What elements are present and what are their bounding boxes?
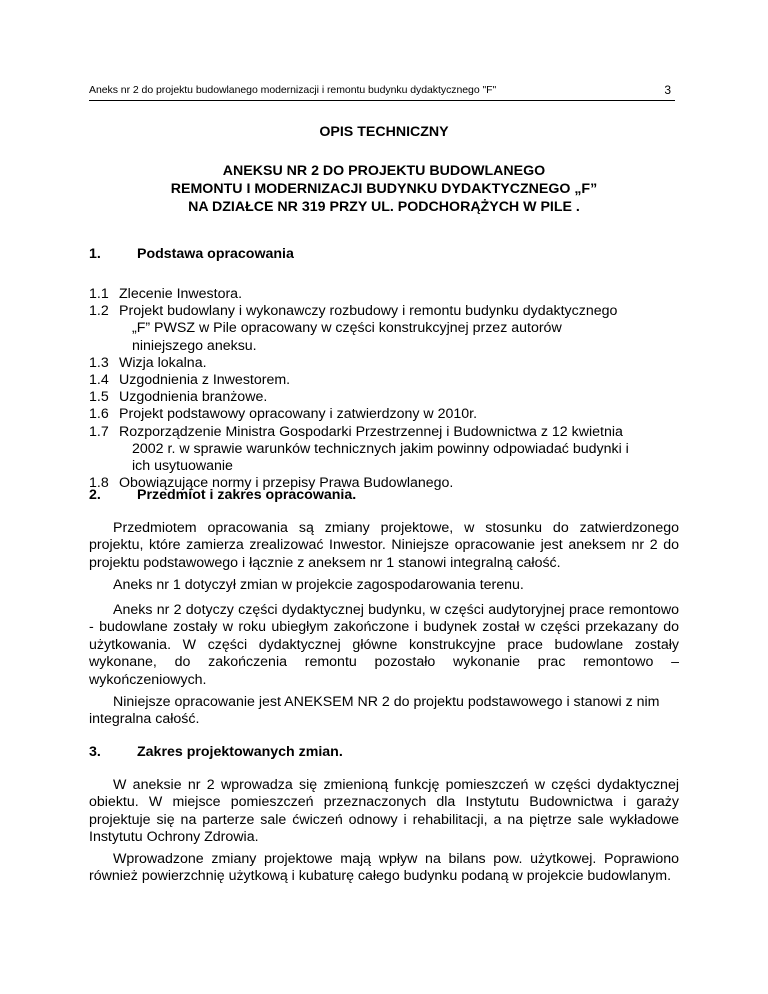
section-2-heading	[89, 487, 356, 503]
list-item: 1.3 Wizja lokalna.	[89, 354, 207, 371]
section-3-heading	[89, 744, 343, 760]
list-item: 1.8 Obowiązujące normy i przepisy Prawa Budowlanego.	[89, 475, 454, 492]
document-subtitle	[89, 162, 679, 216]
paragraph: Wprowadzone zmiany projektowe mają wpływ na bilans pow. użytkowej. Poprawiono również powierzchnię użytkową i kubaturę całego budynku podaną w projekcie budowlanym.	[89, 851, 679, 885]
list-item: 1.5 Uzgodnienia branżowe.	[89, 389, 268, 406]
list-item: 1.2 Projekt budowlany i wykonawczy rozbudowy i remontu budynku dydaktycznego „F” PWSZ w Pile opracowany w części konstrukcyjnej przez autorów niniejszego aneksu.	[89, 303, 618, 354]
section-1-heading	[89, 246, 294, 262]
section-3-number: 3.	[89, 744, 101, 760]
paragraph: Aneks nr 1 dotyczył zmian w projekcie zagospodarowania terenu.	[113, 577, 524, 593]
paragraph: Aneks nr 2 dotyczy części dydaktycznej budynku, w części audytoryjnej prace remontowo - budowlane zostały w roku ubiegłym zakończone i budynek został w części przekazany do użytkowania. W części dydaktycznej główne konstrukcyjne prace budowlane zostały wykonane, do zakończenia remontu pozostało wykonanie prac remontowo – wykończeniowych.	[89, 602, 679, 688]
basis-list	[89, 286, 679, 492]
subtitle-line-1: ANEKSU NR 2 DO PROJEKTU BUDOWLANEGO	[222, 163, 546, 179]
paragraph: Przedmiotem opracowania są zmiany projektowe, w stosunku do zatwierdzonego projektu, które zamierza zrealizować Inwestor. Niniejsze opracowanie jest aneksem nr 2 do projektu podstawowego i łącznie z aneksem nr 1 stanowi integralną całość.	[89, 520, 679, 571]
section-1-number: 1.	[89, 246, 101, 262]
paragraph: W aneksie nr 2 wprowadza się zmienioną funkcję pomieszczeń w części dydaktycznej obiektu. W miejsce pomieszczeń przeznaczonych dla Instytutu Budownictwa i garaży projektuje się na parterze sale ćwiczeń odnowy i rehabilitacji, a na piętrze sale wykładowe Instytutu Ochrony Zdrowia.	[89, 777, 679, 846]
list-item: 1.1 Zlecenie Inwestora.	[89, 286, 243, 302]
subtitle-line-3: NA DZIAŁCE NR 319 PRZY UL. PODCHORĄŻYCH W PILE .	[188, 199, 580, 215]
section-2-title: Przedmiot i zakres opracowania.	[137, 487, 357, 503]
document-title: OPIS TECHNICZNY	[319, 124, 449, 140]
section-2-number: 2.	[89, 487, 101, 503]
paragraph: Niniejsze opracowanie jest ANEKSEM NR 2 do projektu podstawowego i stanowi z nim integralna całość.	[89, 694, 660, 728]
subtitle-line-2: REMONTU I MODERNIZACJI BUDYNKU DYDAKTYCZNEGO „F”	[170, 181, 598, 197]
section-1-title: Podstawa opracowania	[137, 246, 294, 262]
list-item: 1.6 Projekt podstawowy opracowany i zatwierdzony w 2010r.	[89, 406, 478, 423]
list-item: 1.4 Uzgodnienia z Inwestorem.	[89, 372, 291, 389]
header-title: Aneks nr 2 do projektu budowlanego modernizacji i remontu budynku dydaktycznego "F"	[89, 84, 497, 96]
list-item: 1.7 Rozporządzenie Ministra Gospodarki Przestrzennej i Budownictwa z 12 kwietnia 2002 r. w sprawie warunków technicznych jakim powinny odpowiadać budynki i ich usytuowanie	[89, 423, 629, 475]
running-header	[89, 82, 675, 101]
section-3-title: Zakres projektowanych zmian.	[137, 744, 343, 760]
page-number: 3	[664, 83, 671, 97]
